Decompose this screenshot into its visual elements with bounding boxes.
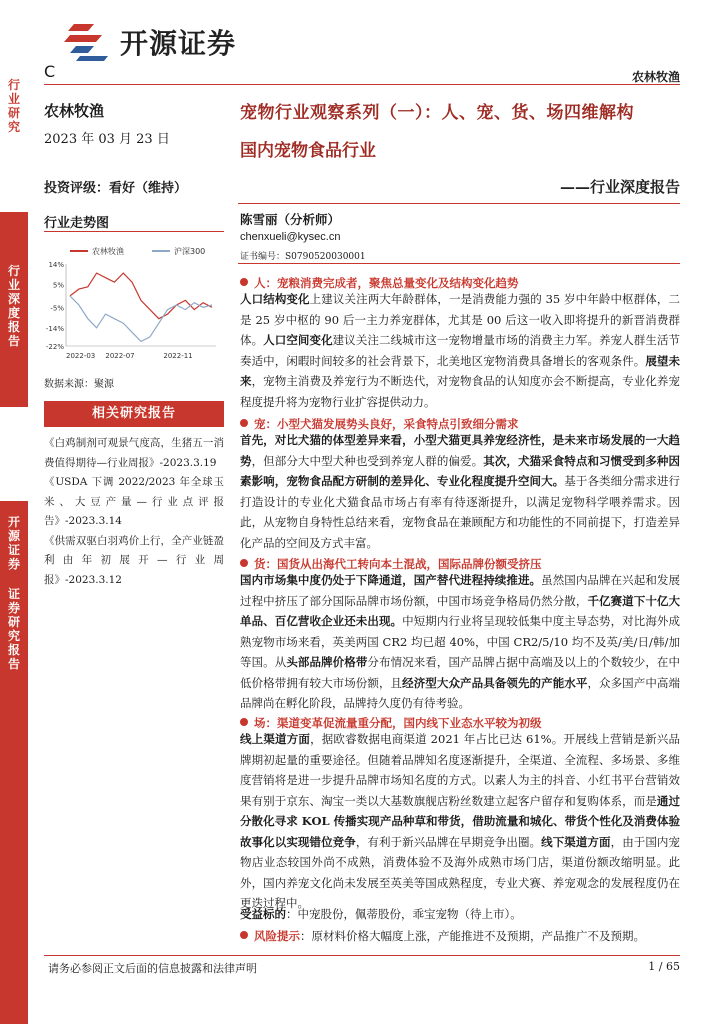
related-reports-list [44,434,224,590]
section-head-pets: 宠：小型犬猫发展势头良好，采食特点引致细分需求 [240,416,519,432]
analyst-divider-top [238,203,680,204]
trend-chart-title: 行业走势图 [44,216,110,231]
bullet-icon [240,278,248,286]
side-label-kysec-white: 开源证券 [7,515,20,571]
page-number: 1 / 65 [648,960,680,973]
y-tick-label: 5% [52,281,64,290]
footer-disclaimer[interactable]: 请务必参阅正文后面的信息披露和法律声明 [48,962,257,975]
investment-rating: 投资评级：看好（维持） [44,181,188,196]
risk-warning: 风险提示：原材料价格大幅度上涨，产能推进不及预期，产品推广不及预期。 [240,926,680,947]
brand-name: 开源证券 [120,27,237,60]
section-body-channels: 线上渠道方面，据欧睿数据电商渠道 2021 年占比已达 61%。开展线上营销是新兴品牌期初起量的重要途径。但随着品牌知名度逐渐提升，全渠道、全流程、多场景、多维度营销将是进一步提升品牌市场知名度的方式。以素人为主的抖音、小红书平台营销效果有别于京东、淘宝一类以大基数旗舰店粉丝数建立起客户留存和复购体系，而是通过分散化寻求 KOL 传播实现产品种草和带货，借助流量和城化、带货个性化及消费体验故事化以实现错位竞争，有利于新兴品牌在早期竞争出圈。线下渠道方面，由于国内宠物店业态较国外尚不成熟，消费体验不及海外成熟市场门店，渠道份额改缩明显。此外，国内养宠文化尚未发展至英美等国成熟程度，专业犬赛、养宠观念的发展程度仍在更迭过程中。 [240,732,681,910]
report-title-line1: 宠物行业观察系列（一）：人、宠、货、场四维解构 [240,103,634,123]
report-subtitle: ——行业深度报告 [559,178,680,196]
section-body-people: 人口结构变化上建议关注两大年龄群体，一是消费能力强的 35 岁中年龄中枢群体，二是 25 岁中枢的 90 后一主力养宠群体，尤其是 00 后这一收入即将提升的新晋消费群体。人口空间变化建议关注二线城市这一宠物增量市场的消费主力军。养宠人群生活节奏适中，闲暇时间较多的社会背景下，北美地区宠物消费具备增长的客观条件。展望未来，宠物主消费及养宠行为不断迭代，对宠物食品的认知度亦会不断提高，专业化养宠程度提升将为宠物行业扩容提供动力。 [240,292,681,409]
bullet-icon [240,559,248,567]
header-letter: C [44,62,56,81]
analyst-certificate: 证书编号：S0790520030001 [240,252,366,262]
analyst-name: 陈雪丽（分析师） [240,212,341,227]
trend-chart-svg [40,238,226,368]
sector-name: 农林牧渔 [44,102,105,120]
y-tick-label: -14% [45,324,64,333]
bullet-icon [240,931,248,939]
related-reports-header: 相关研究报告 [44,401,224,427]
report-title-line2: 国内宠物食品行业 [240,141,376,161]
y-tick-label: -22% [45,343,64,351]
x-tick-label: 2022-07 [105,352,135,360]
related-report-item[interactable]: 《供需双驱白羽鸡价上行，全产业链盈利由年初展开—行业周报》-2023.3.12 [44,534,224,586]
bullet-icon [240,419,248,427]
side-strip-mid [0,407,28,501]
legend-label: 沪深300 [174,247,206,256]
section-head-channels: 场：渠道变革促流量重分配，国内线下业态水平较为初级 [240,715,542,731]
side-strip-red [0,212,28,407]
related-report-item[interactable]: 《USDA 下调 2022/2023 年全球玉米、大豆产量—行业点评报告》-2023.3.14 [44,476,224,527]
series-line [70,273,212,319]
x-tick-label: 2022-11 [163,352,193,360]
side-label-industry-research: 行业研究 [7,78,20,134]
series-line [70,296,212,342]
header-category: 农林牧渔 [631,70,680,84]
trend-chart [40,238,226,368]
x-tick-label: 2022-03 [66,352,96,360]
analyst-email[interactable]: chenxueli@kysec.cn [240,231,341,243]
report-date: 2023 年 03 月 23 日 [44,132,170,147]
analyst-divider-bottom [238,263,680,264]
side-strip-bottom [0,501,28,1024]
y-tick-label: 14% [48,261,64,269]
bullet-icon [240,718,248,726]
y-tick-label: -5% [50,304,64,313]
data-source: 数据来源：聚源 [44,379,114,390]
section-head-people: 人：宠粮消费完成者，聚焦总量变化及结构变化趋势 [240,275,519,291]
footer-divider [44,955,680,956]
side-label-industry-deep: 行业深度报告 [7,264,20,348]
side-label-securities-research: 证券研究报告 [7,587,20,671]
related-report-item[interactable]: 《白鸡制剂可观景气度高，生猪五一消费值得期待—行业周报》-2023.3.19 [44,437,224,469]
brand-logo [64,22,236,62]
legend-label: 农林牧渔 [92,247,124,256]
beneficiaries: 受益标的：中宠股份，佩蒂股份，乖宝宠物（待上市）。 [240,907,522,921]
section-head-goods: 货：国货从出海代工转向本土混战，国际品牌份额受挤压 [240,556,542,572]
section-body-pets: 首先，对比犬猫的体型差异来看，小型犬猫更具养宠经济性，是未来市场发展的一大趋势，但部分大中型犬种也受到养宠人群的偏爱。其次，犬猫采食特点和习惯受到多种因素影响，宠物食品配方研制的差异化、专业化程度提升空间大。基于各类细分需求进行打造设计的专业化犬猫食品市场占有率有待逐渐提升，以满足宠物科学喂养需求。因此，从宠物自身特性总结来看，宠物食品在兼顾配方和功能性的不同前提下，打造差异化产品的空间及方式丰富。 [240,433,681,550]
brand-logo-icon [64,22,110,62]
side-strip-top [0,70,28,210]
section-body-goods: 国内市场集中度仍处于下降通道，国产替代进程持续推进。虽然国内品牌在兴起和发展过程中挤压了部分国际品牌市场份额，中国市场竞争格局仍然分散，千亿赛道下十亿大单品、百亿营收企业还未出现。中短期内行业将呈现较低集中度主导态势，对比海外成熟宠物市场来看，英美两国 CR2 均已超 40%，中国 CR2/5/10 均不及英/美/日/韩/加等国。从头部品牌价格带分布情况来看，国产品牌占据中高端及以上的个数较少，在中低价格带拥有较大市场份额，且经济型大众产品具备领先的产能水平，众多国产中高端品牌尚在孵化阶段，品牌持久度仍有待考验。 [240,573,681,710]
header-divider [44,84,680,85]
trend-divider [44,231,224,232]
